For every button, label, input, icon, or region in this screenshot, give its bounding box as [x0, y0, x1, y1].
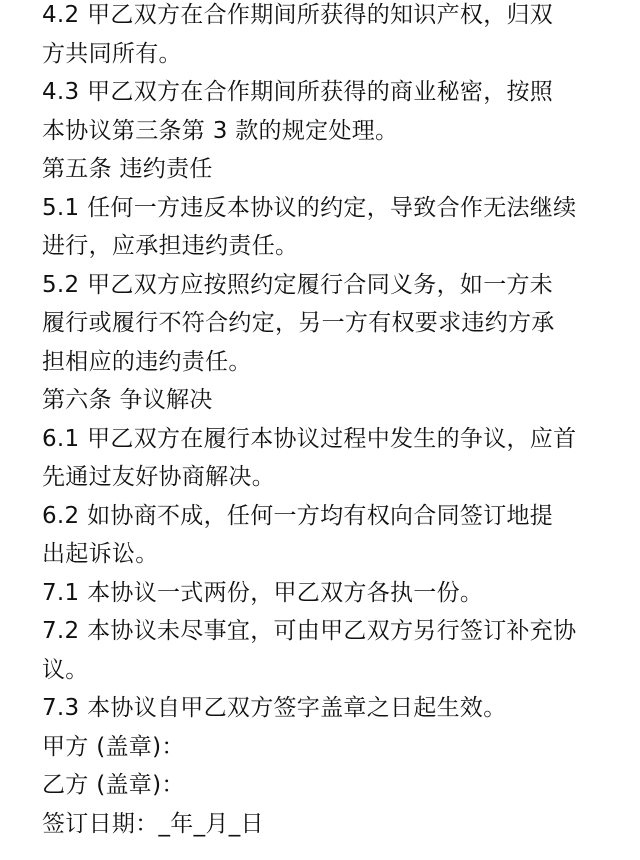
clause-7-1: 7.1 本协议一式两份，甲乙双方各执一份。: [42, 579, 484, 606]
clause-5-2-line-2: 履行或履行不符合约定，另一方有权要求违约方承: [42, 310, 555, 336]
article-6-heading: 第六条 争议解决: [42, 387, 213, 413]
clause-5-1-line-2: 进行，应承担违约责任。: [42, 233, 299, 259]
party-b-seal-line: 乙方 (盖章)：: [42, 772, 185, 798]
clause-4-2-line-1: 4.2 甲乙双方在合作期间所获得的知识产权，归双: [42, 2, 554, 28]
clause-6-1-line-1: 6.1 甲乙双方在履行本协议过程中发生的争议，应首: [42, 425, 577, 452]
clause-7-3: 7.3 本协议自甲乙双方签字盖章之日起生效。: [42, 695, 507, 721]
clause-7-2-line-2: 议。: [42, 656, 89, 683]
clause-4-3-line-2: 本协议第三条第 3 款的规定处理。: [42, 117, 399, 144]
clause-6-1-line-2: 先通过友好协商解决。: [42, 464, 275, 490]
article-5-heading: 第五条 违约责任: [42, 156, 213, 182]
clause-5-2-line-1: 5.2 甲乙双方应按照约定履行合同义务，如一方未: [42, 271, 554, 298]
clause-4-3-line-1: 4.3 甲乙双方在合作期间所获得的商业秘密，按照: [42, 79, 554, 105]
clause-5-2-line-3: 担相应的违约责任。: [42, 348, 252, 375]
clause-6-2-line-2: 出起诉讼。: [42, 541, 159, 567]
clause-7-2-line-1: 7.2 本协议未尽事宜，可由甲乙双方另行签订补充协: [42, 618, 577, 644]
party-a-seal-line: 甲方 (盖章)：: [42, 733, 185, 760]
clause-4-2-line-2: 方共同所有。: [42, 40, 182, 67]
clause-6-2-line-1: 6.2 如协商不成，任何一方均有权向合同签订地提: [42, 502, 554, 529]
signing-date-line: 签订日期：_年_月_日: [42, 810, 264, 837]
clause-5-1-line-1: 5.1 任何一方违反本协议的约定，导致合作无法继续: [42, 194, 577, 221]
